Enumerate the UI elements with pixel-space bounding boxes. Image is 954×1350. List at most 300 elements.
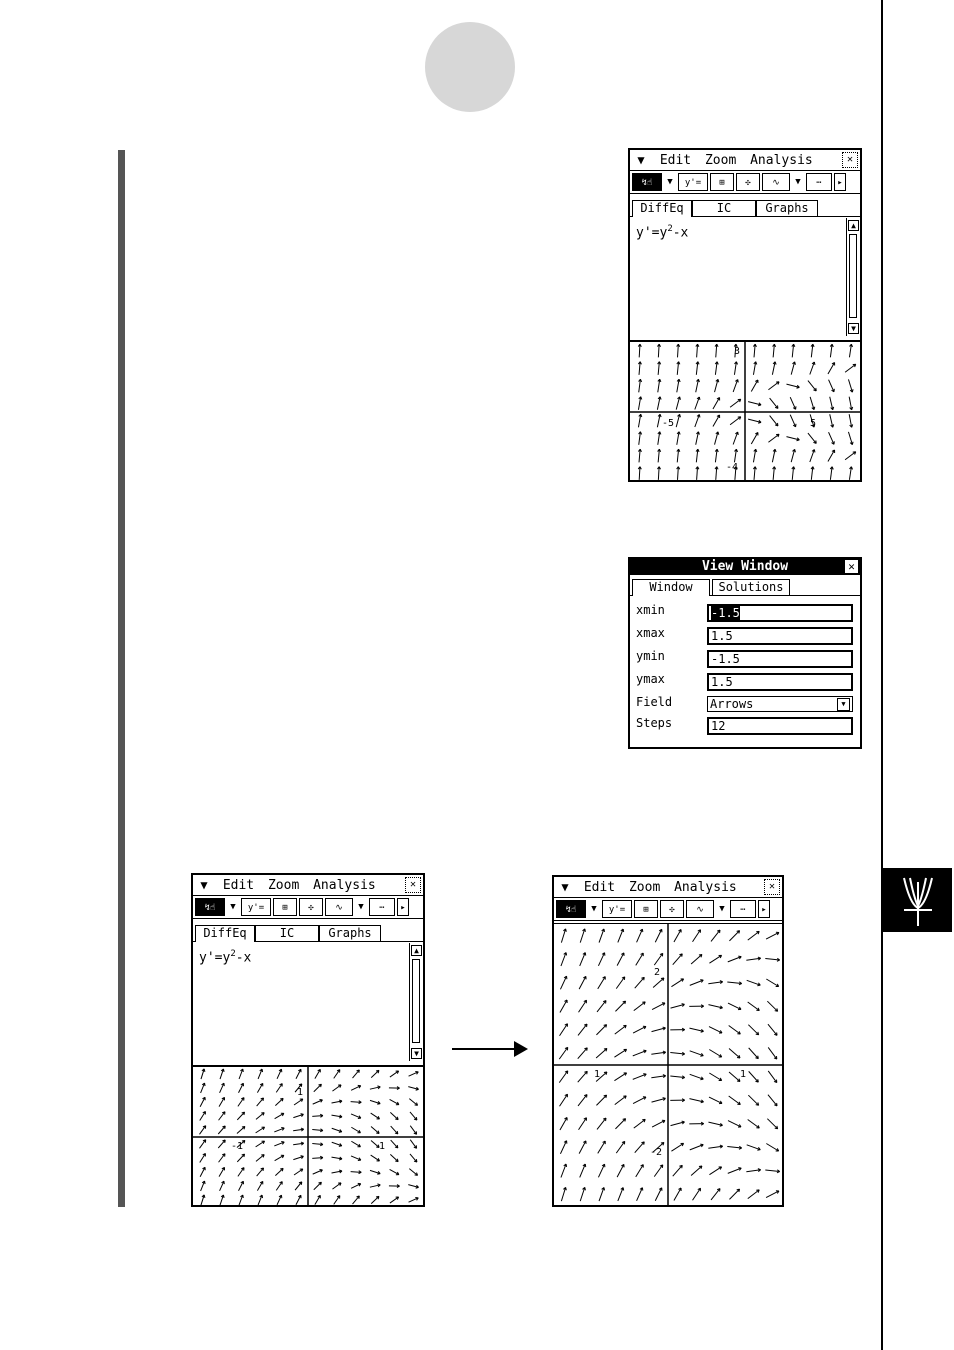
slope-arrow <box>676 397 680 410</box>
tab-graphs[interactable]: Graphs <box>319 925 381 941</box>
slope-arrow <box>597 1001 606 1012</box>
slope-arrow <box>635 977 645 988</box>
slope-arrow <box>332 1142 342 1146</box>
slope-arrow <box>651 1051 665 1054</box>
tab-ic[interactable]: IC <box>692 200 756 216</box>
axis-label: 1 <box>379 1141 386 1152</box>
slope-arrow <box>638 362 641 375</box>
slope-arrow <box>334 1070 340 1079</box>
slope-arrow <box>770 416 778 426</box>
slope-arrow <box>658 379 661 392</box>
slope-arrow <box>634 1002 645 1011</box>
axis-label: 5 <box>810 418 817 429</box>
slope-arrow <box>654 1165 662 1177</box>
slope-arrow <box>256 1127 265 1133</box>
slope-arrow <box>390 1071 399 1077</box>
slope-arrow <box>753 449 756 462</box>
slope-arrow <box>257 1181 262 1190</box>
slope-arrow <box>657 467 660 480</box>
slope-arrow <box>201 1181 205 1191</box>
equation-line[interactable]: $y'=y^2-x$ <box>199 949 252 966</box>
slope-arrow <box>614 1049 626 1057</box>
ymin-field[interactable]: -1.5 <box>707 650 853 668</box>
slope-field-1[interactable] <box>630 340 860 480</box>
slope-arrow <box>257 1168 264 1176</box>
slope-arrow <box>638 397 641 410</box>
menu-zoom[interactable]: Zoom <box>267 878 300 893</box>
slope-arrow <box>638 467 641 480</box>
menu-dropdown-icon[interactable]: ▼ <box>637 153 645 167</box>
slope-arrow <box>711 1189 720 1200</box>
slope-arrow <box>370 1086 380 1089</box>
slope-arrow <box>728 956 741 962</box>
slope-arrow <box>633 1097 646 1104</box>
pan-icon[interactable]: ✣ <box>299 898 323 916</box>
slope-arrow <box>670 1099 684 1102</box>
slope-arrow <box>734 449 737 462</box>
menu-zoom[interactable]: Zoom <box>628 880 661 895</box>
slope-arrow <box>599 929 604 943</box>
eq-button[interactable]: y'= <box>602 900 632 918</box>
slope-arrow <box>332 1085 341 1091</box>
slope-arrow <box>671 1143 683 1151</box>
slope-arrow <box>746 1169 760 1172</box>
close-icon[interactable]: ✕ <box>842 152 858 168</box>
eq-button[interactable]: y'= <box>678 173 708 191</box>
slope-arrow <box>313 1169 323 1174</box>
slope-arrow <box>560 1000 567 1013</box>
slope-arrow <box>849 397 853 410</box>
tab-ic[interactable]: IC <box>255 925 319 941</box>
slope-arrow <box>332 1157 342 1160</box>
slope-arrow <box>690 980 703 986</box>
slope-arrow <box>773 344 776 357</box>
slope-arrow <box>239 1069 243 1079</box>
slope-arrow <box>747 980 761 985</box>
slope-arrow <box>828 450 835 462</box>
slope-arrow <box>408 1185 418 1189</box>
slope-arrow <box>351 1171 362 1174</box>
slope-arrow <box>766 932 779 939</box>
slope-arrow <box>767 1119 777 1129</box>
axis-label: 3 <box>734 346 741 357</box>
slope-arrow <box>786 384 799 388</box>
slope-arrow <box>615 1001 625 1011</box>
slope-arrow <box>371 1196 379 1203</box>
scroll-down-icon[interactable]: ▼ <box>411 1048 422 1059</box>
slope-arrow <box>767 1001 777 1011</box>
scrollbar[interactable] <box>409 943 423 1061</box>
slope-arrow <box>332 1115 342 1118</box>
slope-arrow <box>410 1112 417 1120</box>
editor-tabs <box>630 198 860 217</box>
slope-arrow <box>315 1195 320 1204</box>
menu-analysis[interactable]: Analysis <box>674 880 737 895</box>
slope-arrow <box>690 1144 703 1150</box>
slope-arrow <box>713 397 720 409</box>
slope-arrow <box>370 1170 380 1174</box>
slope-arrow <box>639 379 642 392</box>
slope-arrow <box>808 381 816 391</box>
xmax-field[interactable]: 1.5 <box>707 627 853 645</box>
slope-arrow <box>671 979 683 987</box>
slope-arrow <box>220 1069 224 1079</box>
slope-arrow <box>753 467 756 480</box>
slope-arrow <box>633 1026 646 1033</box>
slope-arrow <box>673 954 683 965</box>
slope-arrow <box>351 1085 361 1090</box>
slope-arrow <box>709 1167 721 1175</box>
slope-arrow <box>296 1195 301 1204</box>
slope-arrow <box>312 1129 323 1132</box>
axis-label: 1 <box>740 1069 747 1080</box>
slope-arrow <box>277 1195 282 1205</box>
graph-tool-icon[interactable]: ↯☝ <box>195 898 225 916</box>
slope-arrow <box>658 432 661 445</box>
slope-arrow <box>578 1048 588 1059</box>
slope-arrow <box>808 433 816 443</box>
menu-analysis[interactable]: Analysis <box>313 878 376 893</box>
calc-screen-1 <box>628 148 862 482</box>
graph-tool-icon[interactable]: ↯☝ <box>632 173 662 191</box>
slope-arrow <box>729 1072 740 1081</box>
menu-bar <box>554 877 782 898</box>
grid-icon[interactable]: ⋯ <box>806 173 832 191</box>
toolbar <box>193 896 423 919</box>
slope-arrow <box>578 1024 587 1035</box>
slope-arrow <box>658 449 661 462</box>
toolbar <box>630 171 860 194</box>
menu-zoom[interactable]: Zoom <box>704 153 737 168</box>
slope-arrow <box>828 362 835 374</box>
slope-arrow <box>653 978 664 988</box>
slope-arrow <box>829 432 835 444</box>
tab-diffeq[interactable]: DiffEq <box>195 925 255 942</box>
slope-arrow <box>312 1143 323 1146</box>
chevron-down-icon[interactable]: ▼ <box>719 904 725 914</box>
slope-arrow <box>830 467 833 480</box>
slope-arrow <box>811 467 814 480</box>
ymin-label: ymin <box>636 649 665 663</box>
slope-arrow <box>371 1141 379 1148</box>
slope-arrow <box>634 1119 645 1128</box>
menu-edit[interactable]: Edit <box>583 880 616 895</box>
slope-arrow <box>791 362 795 375</box>
slope-arrow <box>748 402 761 406</box>
slope-arrow <box>293 1142 304 1145</box>
slope-arrow <box>332 1170 342 1173</box>
slope-arrow <box>293 1114 303 1118</box>
menu-dropdown-icon[interactable]: ▼ <box>200 878 208 892</box>
tab-diffeq[interactable]: DiffEq <box>632 200 692 217</box>
slope-arrow <box>636 953 644 965</box>
slope-arrow <box>293 1128 304 1131</box>
margin-bar <box>118 150 125 1207</box>
slope-arrow <box>201 1195 205 1205</box>
menu-edit[interactable]: Edit <box>222 878 255 893</box>
dialog-tabs <box>630 577 860 596</box>
slope-arrow <box>199 1140 205 1149</box>
scroll-up-icon[interactable]: ▲ <box>848 220 859 231</box>
chevron-down-icon[interactable]: ▼ <box>667 177 673 187</box>
slope-arrow <box>580 953 586 966</box>
slope-arrow <box>749 1048 759 1059</box>
axis-label: -5 <box>662 418 675 429</box>
pan-icon[interactable]: ✣ <box>660 900 684 918</box>
slope-arrow <box>830 344 833 357</box>
slope-arrow <box>219 1154 225 1162</box>
slope-arrow <box>715 379 719 392</box>
arrow-line <box>452 1048 518 1050</box>
slope-arrow <box>218 1126 225 1134</box>
slope-arrow <box>674 929 681 942</box>
slope-arrow <box>696 379 700 392</box>
toolbar <box>554 898 782 921</box>
slope-arrow <box>677 467 680 480</box>
slope-arrow <box>829 380 835 392</box>
slope-arrow <box>314 1182 322 1189</box>
slope-arrow <box>237 1112 244 1120</box>
slope-arrow <box>409 1169 417 1176</box>
scrollbar[interactable] <box>846 218 860 336</box>
slope-arrow <box>293 1156 303 1160</box>
slope-arrow <box>791 449 795 462</box>
slope-arrow <box>353 1196 360 1204</box>
menu-dropdown-icon[interactable]: ▼ <box>561 880 569 894</box>
slope-arrow <box>598 1141 606 1153</box>
chevron-down-icon[interactable]: ▼ <box>358 902 364 912</box>
sketch-icon[interactable]: ∿ <box>686 900 714 918</box>
slope-arrow <box>768 382 779 390</box>
slope-arrow <box>849 344 852 357</box>
slope-arrow <box>616 977 624 989</box>
slope-arrow <box>276 1084 282 1093</box>
close-icon[interactable]: ✕ <box>764 879 780 895</box>
grid-icon[interactable]: ⋯ <box>369 898 395 916</box>
slope-arrow <box>559 1047 567 1059</box>
slope-arrow <box>218 1140 225 1148</box>
slope-arrow <box>256 1155 264 1162</box>
slope-arrow <box>657 414 661 427</box>
slope-arrow <box>351 1101 362 1104</box>
slope-arrow <box>689 1099 703 1103</box>
slope-arrow <box>409 1099 417 1106</box>
scroll-down-icon[interactable]: ▼ <box>848 323 859 334</box>
slope-arrow <box>709 1073 721 1081</box>
slope-arrow <box>332 1100 342 1103</box>
slope-arrow <box>275 1168 283 1175</box>
slope-arrow <box>637 1188 643 1201</box>
graph-tool-icon[interactable]: ↯☝ <box>556 900 586 918</box>
slope-arrow <box>810 397 815 410</box>
slope-arrow <box>296 1069 301 1078</box>
slope-arrow <box>671 1121 685 1126</box>
slope-arrow <box>313 1099 323 1104</box>
scroll-thumb[interactable] <box>412 959 420 1043</box>
close-icon[interactable]: ✕ <box>845 560 858 573</box>
grid-icon[interactable]: ⋯ <box>730 900 756 918</box>
slope-arrow <box>219 1097 224 1106</box>
slope-arrow <box>633 1074 646 1080</box>
menu-bar <box>630 150 860 171</box>
more-icon[interactable]: ▸ <box>834 173 846 191</box>
slope-arrow <box>617 1164 624 1177</box>
slope-arrow <box>220 1181 225 1191</box>
slope-arrow <box>615 1119 625 1129</box>
slope-arrow <box>579 1000 587 1012</box>
slope-arrow <box>615 1096 626 1105</box>
slope-arrow <box>618 1188 624 1201</box>
slope-arrow <box>596 1095 606 1105</box>
pan-icon[interactable]: ✣ <box>736 173 760 191</box>
slope-arrow <box>410 1126 416 1135</box>
slope-arrow <box>390 1197 399 1203</box>
slope-arrow <box>753 362 756 375</box>
slope-arrow <box>727 982 741 985</box>
slope-arrow <box>636 1165 644 1177</box>
slope-arrow <box>749 1071 759 1082</box>
slope-arrow <box>765 958 779 961</box>
slope-arrow <box>772 449 776 462</box>
slope-arrow <box>715 467 718 480</box>
slope-arrow <box>729 1049 740 1058</box>
steps-field[interactable]: 12 <box>707 717 853 735</box>
slope-arrow <box>370 1184 380 1187</box>
slope-arrow <box>830 414 834 427</box>
slope-arrow <box>845 452 856 460</box>
tab-window[interactable]: Window <box>632 579 710 596</box>
sketch-icon[interactable]: ∿ <box>325 898 353 916</box>
slope-arrow <box>652 1120 665 1127</box>
slope-arrow <box>730 417 741 425</box>
slope-arrow <box>654 953 662 965</box>
slope-arrow <box>676 414 680 427</box>
slope-arrow <box>351 1141 360 1146</box>
more-icon[interactable]: ▸ <box>758 900 770 918</box>
slope-arrow <box>200 1154 206 1163</box>
zoom-box-icon[interactable]: ⊞ <box>710 173 734 191</box>
slope-arrow <box>768 1071 777 1083</box>
tab-graphs[interactable]: Graphs <box>756 200 818 216</box>
slope-arrow <box>751 380 758 392</box>
slope-arrow <box>715 449 718 462</box>
slope-arrow <box>295 1182 302 1190</box>
menu-edit[interactable]: Edit <box>659 153 692 168</box>
slope-arrow <box>598 1164 604 1177</box>
tab-solutions[interactable]: Solutions <box>712 579 790 595</box>
slope-arrow <box>579 1118 587 1130</box>
slope-arrow <box>810 450 815 462</box>
slope-arrow <box>274 1142 284 1146</box>
chevron-down-icon[interactable]: ▼ <box>795 177 801 187</box>
slope-arrow <box>768 434 779 442</box>
slope-arrow <box>696 467 699 480</box>
slope-arrow <box>691 1166 702 1176</box>
zoom-box-icon[interactable]: ⊞ <box>634 900 658 918</box>
xmin-field[interactable]: -1.5 <box>707 604 853 622</box>
slope-arrow <box>257 1083 262 1092</box>
slope-arrow <box>598 953 604 966</box>
slope-arrow <box>708 981 722 984</box>
close-icon[interactable]: ✕ <box>405 877 421 893</box>
slope-arrow <box>792 344 795 357</box>
slope-arrow <box>390 1099 399 1104</box>
chevron-down-icon[interactable]: ▼ <box>837 698 850 711</box>
eq-button[interactable]: y'= <box>241 898 271 916</box>
slope-arrow <box>657 344 660 357</box>
slope-arrow <box>332 1128 342 1132</box>
chapter-circle <box>425 22 515 112</box>
slope-arrow <box>689 1122 703 1125</box>
slope-field-2[interactable] <box>193 1065 423 1205</box>
slope-arrow <box>220 1083 225 1093</box>
axis-label: -4 <box>726 462 739 473</box>
slope-arrow <box>238 1168 244 1177</box>
slope-arrow <box>766 1191 779 1198</box>
chevron-down-icon[interactable]: ▼ <box>591 904 597 914</box>
slope-arrow <box>768 1024 777 1035</box>
ymax-field[interactable]: 1.5 <box>707 673 853 691</box>
slope-arrow <box>766 1143 778 1151</box>
slope-arrow <box>728 1121 741 1128</box>
slope-arrow <box>219 1112 225 1120</box>
slope-arrow <box>371 1113 380 1119</box>
slope-arrow <box>727 1146 741 1149</box>
slope-arrow <box>638 449 641 462</box>
slope-arrow <box>730 399 741 407</box>
calc-screen-3 <box>552 875 784 1207</box>
slope-arrow <box>848 379 853 392</box>
slope-arrow <box>748 1025 758 1035</box>
slope-arrow <box>580 929 585 943</box>
slope-arrow <box>790 415 796 427</box>
slope-arrow <box>635 1142 645 1153</box>
slope-arrow <box>200 1167 205 1176</box>
slope-arrow <box>848 432 853 445</box>
equation-line[interactable]: $y'=y^2-x$ <box>636 224 689 241</box>
view-window-dialog <box>628 557 862 749</box>
slope-arrow <box>810 362 815 374</box>
scroll-thumb[interactable] <box>849 234 857 318</box>
slope-arrow <box>200 1097 205 1106</box>
slope-arrow <box>713 415 720 427</box>
field-label: Field <box>636 695 673 709</box>
chevron-down-icon[interactable]: ▼ <box>230 902 236 912</box>
axis-label: -1 <box>231 1141 244 1152</box>
slope-arrow <box>201 1069 205 1079</box>
slope-arrow <box>715 362 718 375</box>
more-icon[interactable]: ▸ <box>397 898 409 916</box>
slope-arrow <box>370 1100 380 1104</box>
scroll-up-icon[interactable]: ▲ <box>411 945 422 956</box>
field-select[interactable]: Arrows ▼ <box>707 696 853 712</box>
slope-arrow <box>275 1098 283 1105</box>
slope-arrow <box>689 1005 703 1008</box>
slope-arrow <box>655 929 662 942</box>
slope-arrow <box>677 449 680 462</box>
sketch-icon[interactable]: ∿ <box>762 173 790 191</box>
arrow-right-icon <box>514 1041 528 1057</box>
slope-arrow <box>729 931 739 941</box>
slope-arrow <box>351 1156 361 1161</box>
slope-arrow <box>652 1098 666 1103</box>
slope-arrow <box>677 362 680 375</box>
menu-analysis[interactable]: Analysis <box>750 153 813 168</box>
slope-arrow <box>618 929 624 942</box>
slope-field-3[interactable] <box>554 923 782 1205</box>
slope-arrow <box>671 1004 685 1009</box>
zoom-box-icon[interactable]: ⊞ <box>273 898 297 916</box>
